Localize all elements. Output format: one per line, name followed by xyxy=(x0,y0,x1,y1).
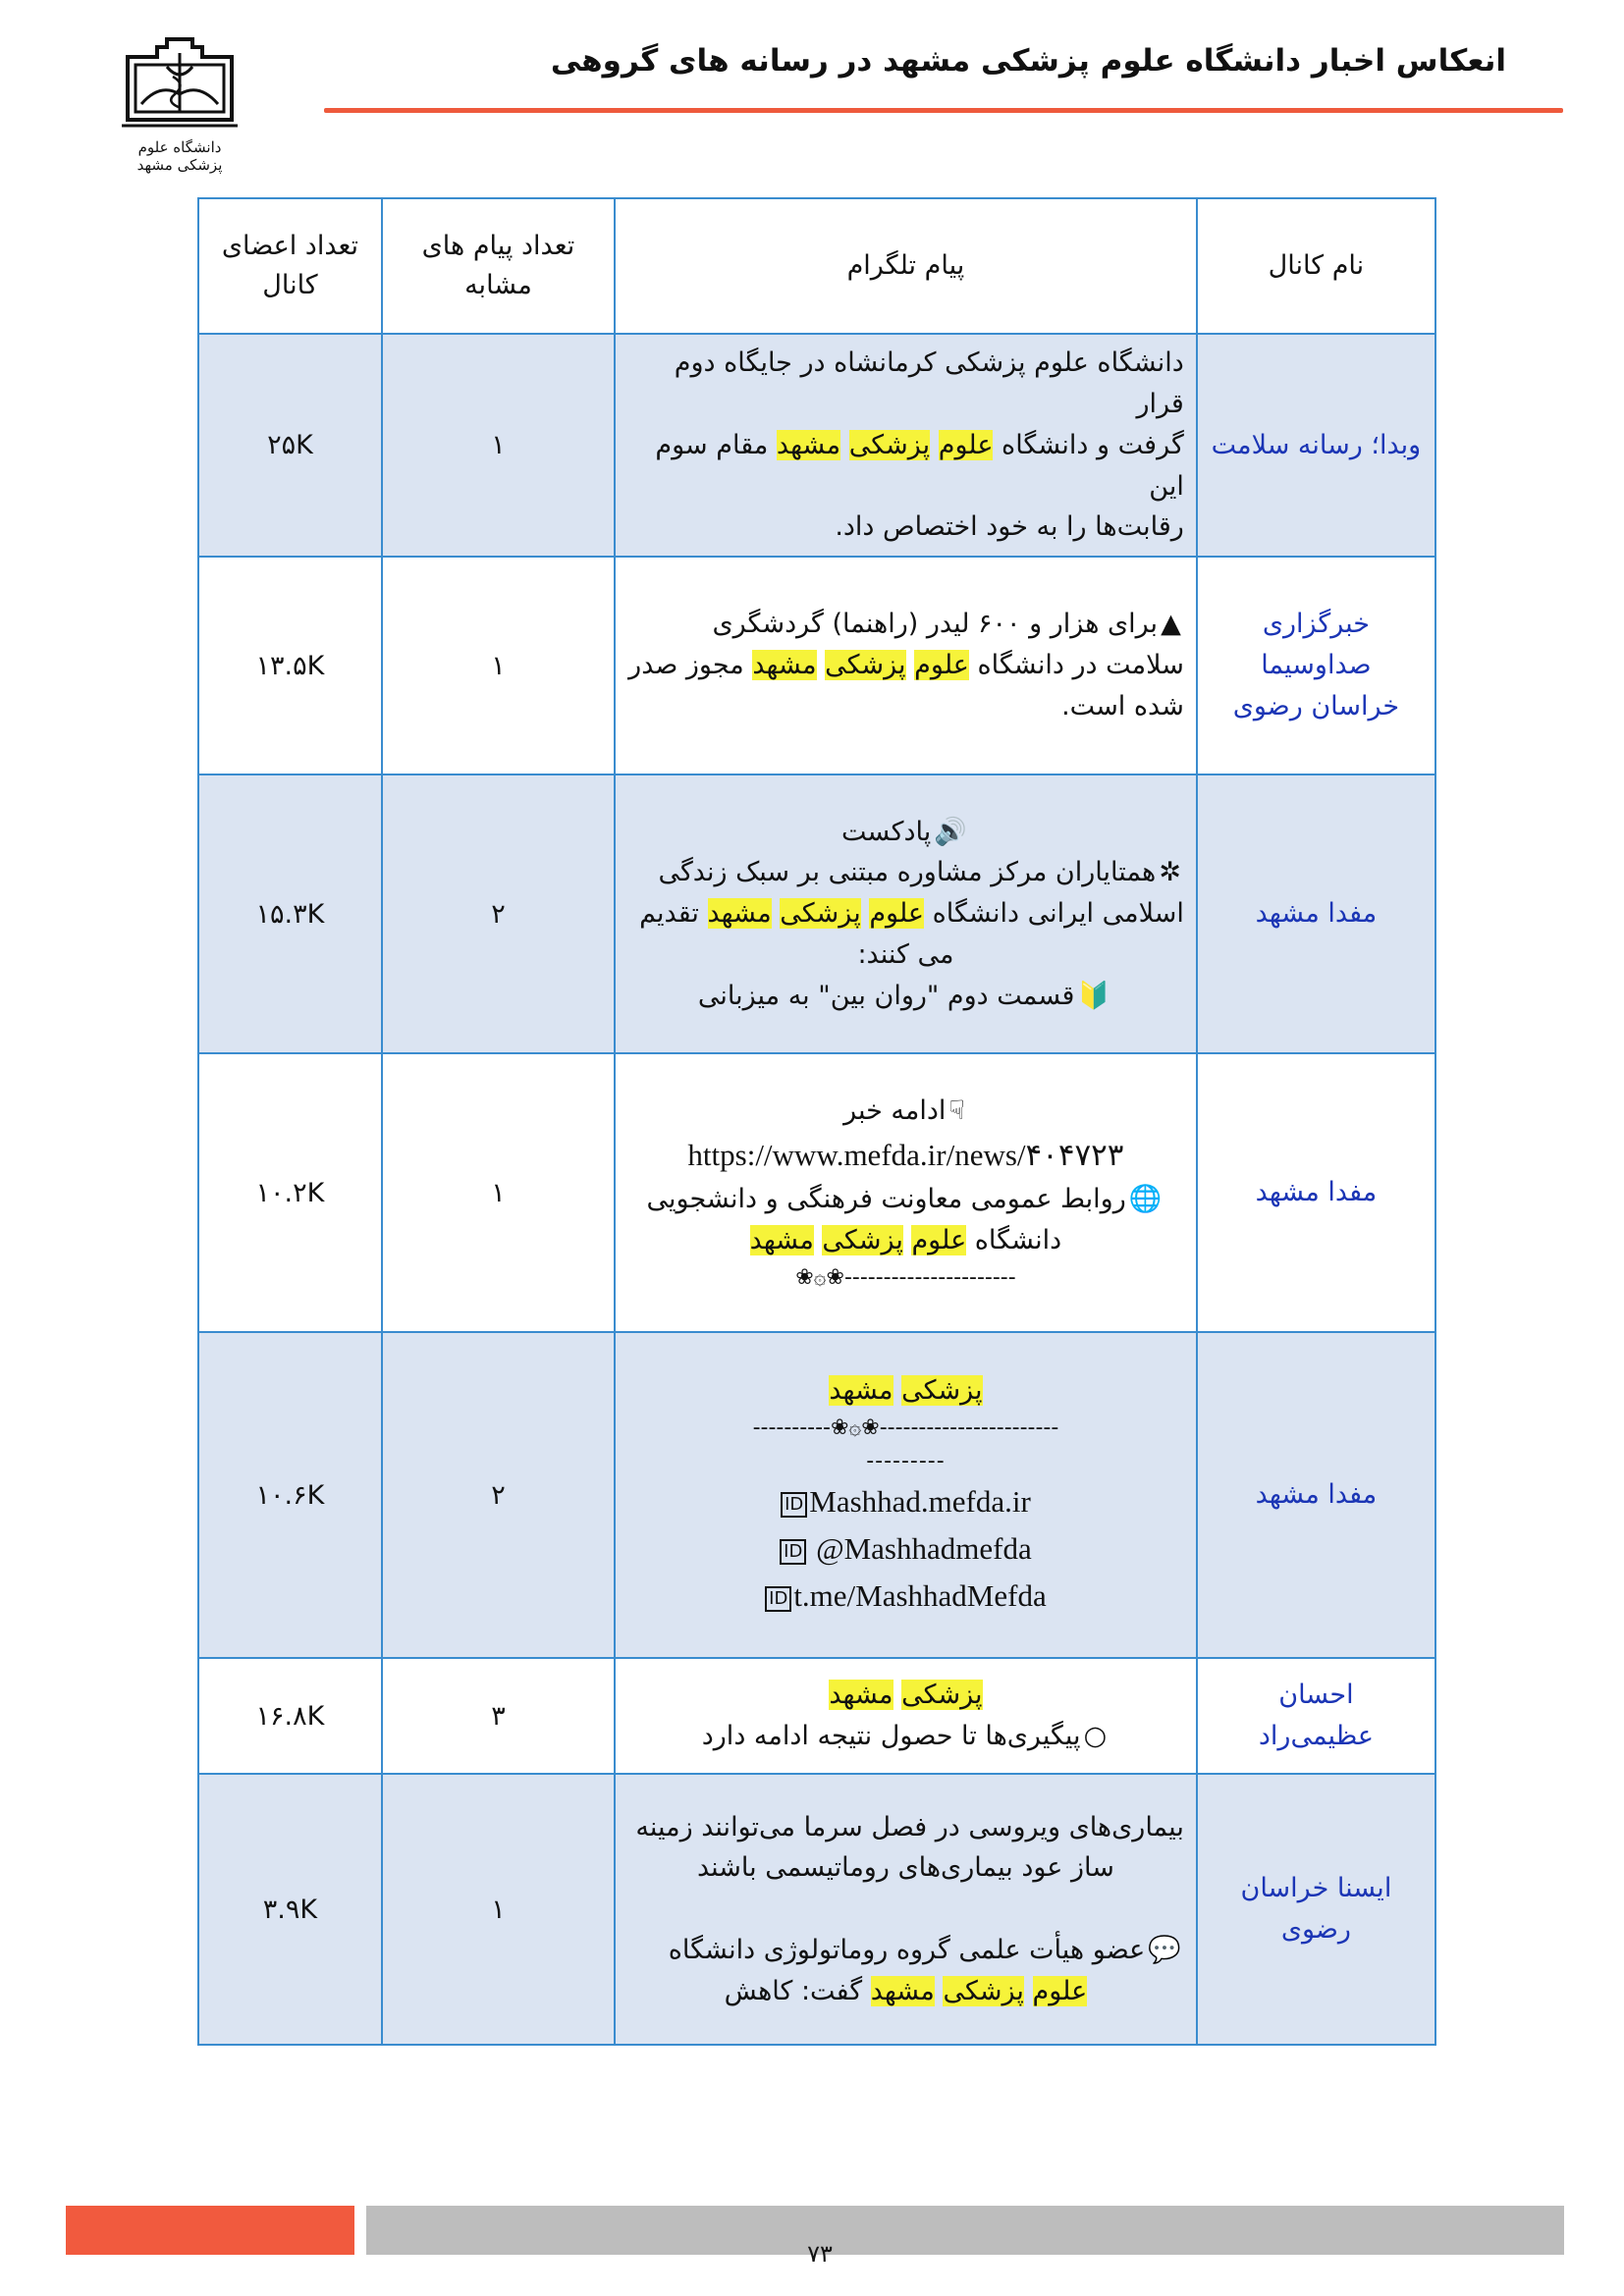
id-icon: ID xyxy=(780,1539,806,1565)
message-text: گرفت و دانشگاه xyxy=(1001,429,1184,460)
similar-count: ۳ xyxy=(382,1658,615,1774)
circle-icon: ○ xyxy=(1083,1721,1108,1752)
channel-name-line: احسان xyxy=(1278,1680,1354,1711)
channel-name-line: عظیمی‌راد xyxy=(1258,1721,1374,1752)
message-line xyxy=(627,1971,1184,2012)
message-text: پادکست xyxy=(841,816,932,847)
divider-ornament: ----------❀۞❀----------------------- xyxy=(752,1415,1059,1440)
highlight-keyword: پزشکی xyxy=(825,650,906,681)
telegram-message xyxy=(615,774,1197,1053)
message-line: می کنند: xyxy=(857,939,954,971)
message-line xyxy=(627,645,1184,686)
speaker-icon: 🔊 xyxy=(934,816,967,847)
telegram-link[interactable]: t.me/MashhadMefda xyxy=(793,1578,1047,1614)
message-line xyxy=(627,1930,1184,1971)
message-line xyxy=(627,812,1184,853)
highlight-keyword: علوم xyxy=(869,898,925,930)
telegram-message xyxy=(615,1658,1197,1774)
highlight-keyword: مشهد xyxy=(752,650,817,681)
telegram-message xyxy=(615,334,1197,557)
pointing-hand-icon: ☟ xyxy=(948,1095,965,1127)
table-row xyxy=(198,1053,1435,1332)
similar-count: ۲ xyxy=(382,774,615,1053)
similar-count: ۱ xyxy=(382,557,615,774)
highlight-keyword: مشهد xyxy=(829,1680,893,1711)
table-header-row xyxy=(198,198,1435,334)
telegram-message xyxy=(615,1332,1197,1658)
highlight-keyword: پزشکی xyxy=(901,1375,983,1407)
channel-name: مفدا مشهد xyxy=(1197,1332,1435,1658)
page-number: ۷۳ xyxy=(807,2240,833,2268)
message-line xyxy=(627,1179,1184,1220)
member-count: ۳.۹K xyxy=(198,1774,382,2045)
highlight-keyword: علوم xyxy=(1032,1975,1088,2006)
highlight-keyword: مشهد xyxy=(749,1225,814,1256)
message-text: دانشگاه xyxy=(974,1225,1062,1256)
highlight-keyword: پزشکی xyxy=(822,1225,903,1256)
channel-name-line: خبرگزاری xyxy=(1262,609,1370,640)
highlight-keyword: علوم xyxy=(914,650,969,681)
message-text: همتایاران مرکز مشاوره مبتنی بر سبک زندگی xyxy=(658,857,1157,888)
divider-ornament: ❀۞❀---------------------- xyxy=(795,1264,1016,1290)
highlight-keyword: پزشکی xyxy=(780,898,861,930)
bookmark-icon: 🔰 xyxy=(1077,980,1111,1011)
table-row xyxy=(198,1774,1435,2045)
handle-link[interactable]: @Mashhadmefda xyxy=(816,1531,1032,1567)
telegram-message xyxy=(615,557,1197,774)
message-line[interactable] xyxy=(627,1525,1184,1573)
speech-bubble-icon: 💬 xyxy=(1148,1935,1181,1966)
logo-emblem-icon xyxy=(116,33,244,136)
message-text: گفت: کاهش xyxy=(724,1975,863,2006)
highlight-keyword: پزشکی xyxy=(943,1975,1024,2006)
channel-name: وبدا؛ رسانه سلامت xyxy=(1197,334,1435,557)
header-member-count: تعداد اعضای کانال xyxy=(198,198,382,334)
header-telegram-message: پیام تلگرام xyxy=(615,198,1197,334)
similar-count: ۲ xyxy=(382,1332,615,1658)
channel-name: ایسنا خراسان رضوی xyxy=(1197,1774,1435,2045)
member-count: ۱۰.۶K xyxy=(198,1332,382,1658)
highlight-keyword: علوم xyxy=(911,1225,967,1256)
highlight-keyword: مشهد xyxy=(776,429,841,460)
member-count: ۱۳.۵K xyxy=(198,557,382,774)
channel-name: مفدا مشهد xyxy=(1197,1053,1435,1332)
member-count: ۱۵.۳K xyxy=(198,774,382,1053)
message-line xyxy=(627,893,1184,934)
highlight-keyword: پزشکی xyxy=(848,429,931,460)
message-text: پیگیری‌ها تا حصول نتیجه ادامه دارد xyxy=(701,1721,1081,1752)
blank-line xyxy=(627,1889,1184,1930)
news-link[interactable]: https://www.mefda.ir/news/۴۰۴۷۲۳ xyxy=(687,1138,1124,1173)
logo-caption: دانشگاه علوم پزشکی مشهد xyxy=(136,138,223,174)
header-channel-name: نام کانال xyxy=(1197,198,1435,334)
news-table xyxy=(197,197,1436,2046)
id-icon: ID xyxy=(781,1492,807,1518)
message-text: ادامه خبر xyxy=(843,1095,947,1127)
footer-bar xyxy=(366,2206,1564,2255)
message-text: مجوز صدر xyxy=(628,650,744,681)
message-text: تقدیم xyxy=(639,898,699,930)
similar-count: ۱ xyxy=(382,334,615,557)
table-row xyxy=(198,1658,1435,1774)
similar-count: ۱ xyxy=(382,1053,615,1332)
site-link[interactable]: Mashhad.mefda.ir xyxy=(809,1484,1031,1520)
message-line xyxy=(627,852,1184,893)
message-line xyxy=(627,1220,1184,1261)
highlight-keyword: علوم xyxy=(938,429,994,460)
member-count: ۱۶.۸K xyxy=(198,1658,382,1774)
table-row xyxy=(198,774,1435,1053)
highlight-keyword: مشهد xyxy=(829,1375,893,1407)
footer-accent-bar xyxy=(66,2206,354,2255)
id-icon: ID xyxy=(765,1586,791,1612)
table-row xyxy=(198,557,1435,774)
similar-count: ۱ xyxy=(382,1774,615,2045)
highlight-keyword: پزشکی xyxy=(901,1680,983,1711)
table-row xyxy=(198,1332,1435,1658)
divider-ornament: --------- xyxy=(866,1449,946,1474)
message-text: قسمت دوم "روان بین" به میزبانی xyxy=(697,980,1075,1011)
telegram-message xyxy=(615,1053,1197,1332)
message-line: ساز عود بیماری‌های روماتیسمی باشند xyxy=(696,1852,1114,1884)
message-line[interactable] xyxy=(627,1573,1184,1620)
channel-name xyxy=(1197,557,1435,774)
channel-name-line: صداوسیما xyxy=(1261,650,1372,681)
message-line xyxy=(627,604,1184,645)
message-text: برای هزار و ۶۰۰ لیدر (راهنما) گردشگری xyxy=(712,609,1159,640)
message-line: شده است. xyxy=(1061,691,1184,722)
message-text: اسلامی ایرانی دانشگاه xyxy=(932,898,1184,930)
message-line: رقابت‌ها را به خود اختصاص داد. xyxy=(835,511,1184,543)
message-text: مقام سوم این xyxy=(655,429,1184,502)
highlight-keyword: مشهد xyxy=(870,1975,935,2006)
university-logo xyxy=(116,33,244,174)
telegram-message xyxy=(615,1774,1197,2045)
message-line xyxy=(627,1716,1184,1757)
channel-name-line: خراسان رضوی xyxy=(1232,691,1400,722)
channel-name: مفدا مشهد xyxy=(1197,774,1435,1053)
triangle-up-icon: ▲ xyxy=(1161,609,1181,640)
page-title: انعکاس اخبار دانشگاه علوم پزشکی مشهد در رسانه های گروهی xyxy=(550,43,1506,79)
member-count: ۱۰.۲K xyxy=(198,1053,382,1332)
table-row xyxy=(198,334,1435,557)
highlight-keyword: مشهد xyxy=(707,898,772,930)
message-text: عضو هیأت علمی گروه روماتولوژی دانشگاه xyxy=(668,1935,1146,1966)
header-similar-count: تعداد پیام های مشابه xyxy=(382,198,615,334)
message-text: سلامت در دانشگاه xyxy=(977,650,1184,681)
message-line: دانشگاه علوم پزشکی کرمانشاه در جایگاه دوم قرار xyxy=(674,347,1184,419)
message-line[interactable] xyxy=(627,1478,1184,1525)
member-count: ۲۵K xyxy=(198,334,382,557)
message-line xyxy=(627,1675,1184,1716)
message-text: روابط عمومی معاونت فرهنگی و دانشجویی xyxy=(646,1184,1126,1215)
sparkle-icon: ✲ xyxy=(1159,857,1181,888)
message-line xyxy=(627,976,1184,1017)
message-line: بیماری‌های ویروسی در فصل سرما می‌توانند زمینه xyxy=(635,1811,1184,1842)
message-line xyxy=(627,1370,1184,1412)
globe-icon: 🌐 xyxy=(1128,1184,1163,1215)
message-line xyxy=(627,425,1184,507)
header-divider xyxy=(324,108,1563,113)
message-line xyxy=(627,1091,1184,1132)
channel-name xyxy=(1197,1658,1435,1774)
